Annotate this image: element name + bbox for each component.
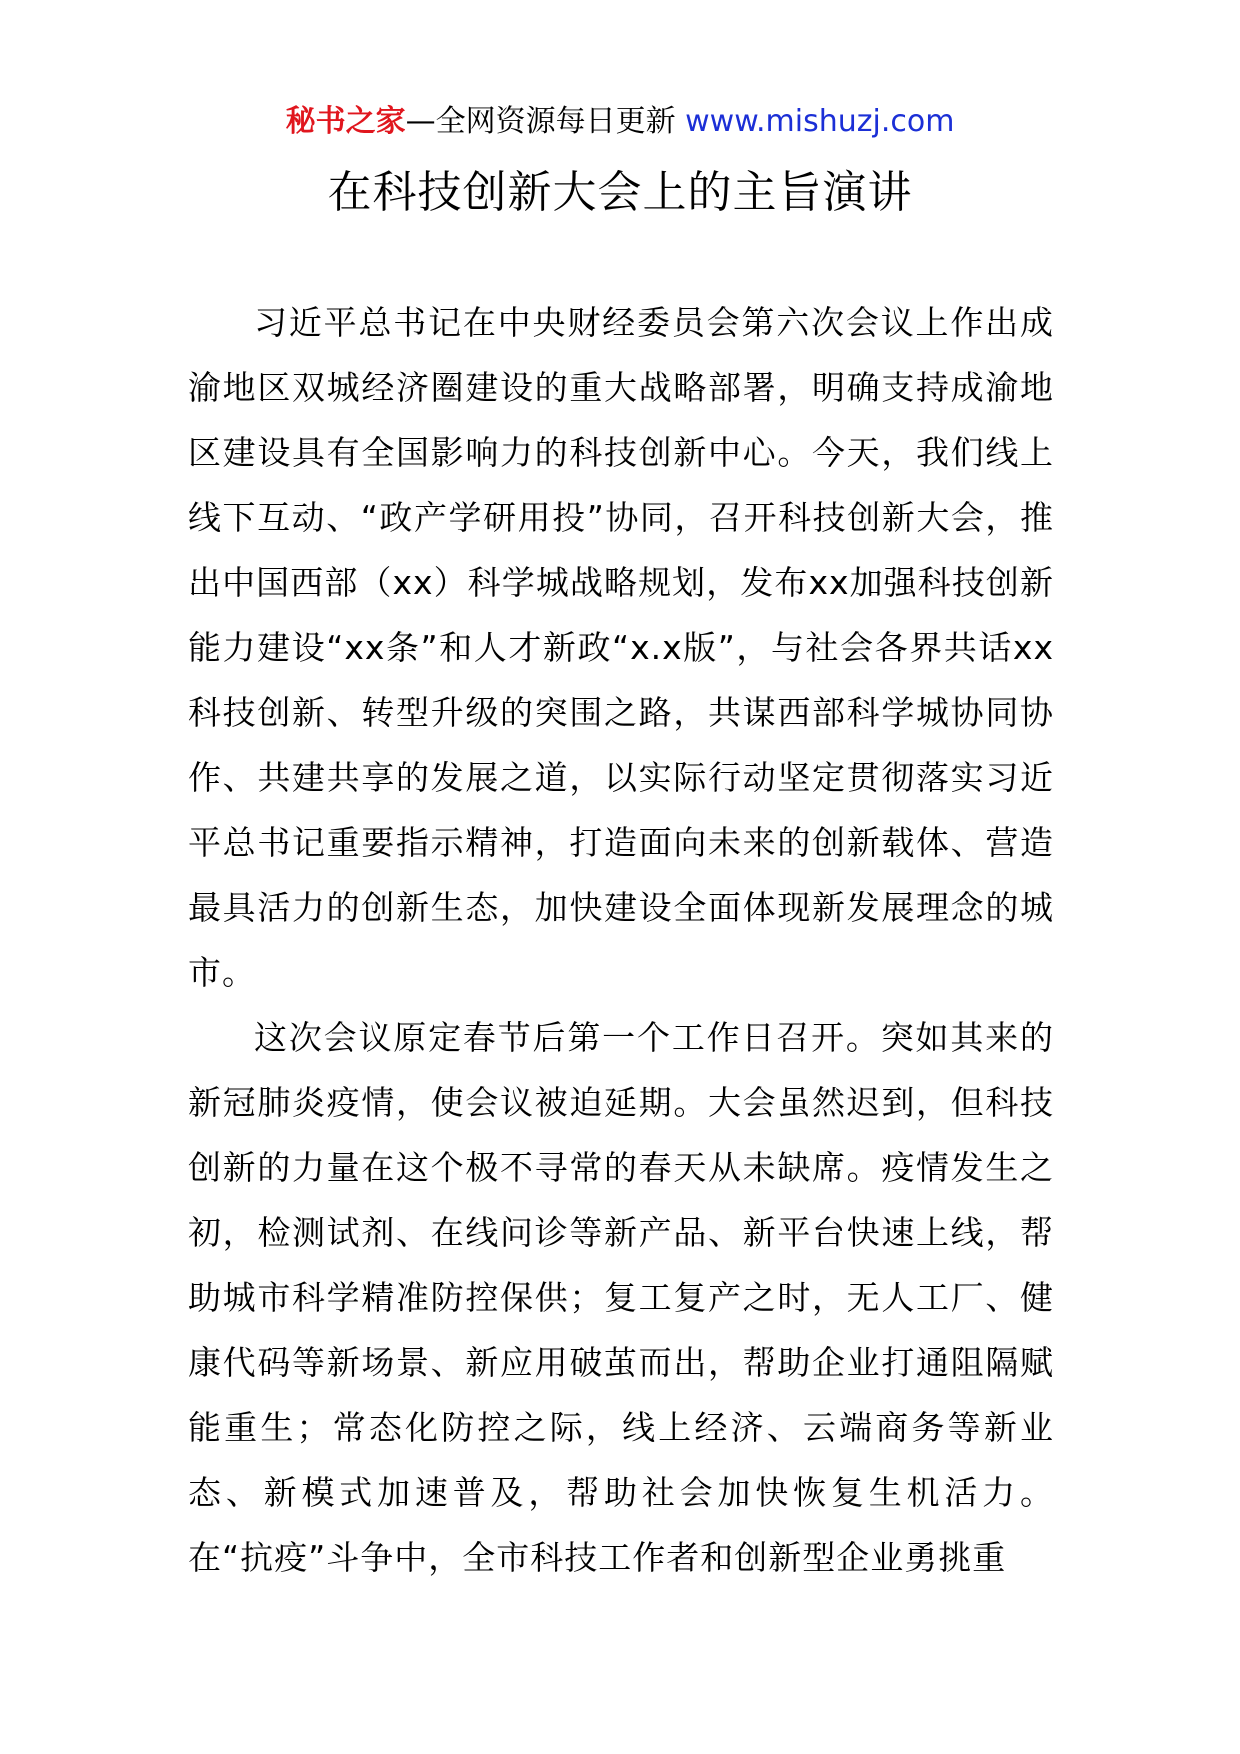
site-url-link[interactable]: www.mishuzj.com	[685, 104, 955, 139]
paragraph-2: 这次会议原定春节后第一个工作日召开。突如其来的新冠肺炎疫情，使会议被迫延期。大会虽然迟到，但科技创新的力量在这个极不寻常的春天从未缺席。疫情发生之初，检测试剂、在线问诊等新产品、新平台快速上线，帮助城市科学精准防控保供；复工复产之时，无人工厂、健康代码等新场景、新应用破茧而出，帮助企业打通阻隔赋能重生；常态化防控之际，线上经济、云端商务等新业态、新模式加速普及，帮助社会加快恢复生机活力。在“抗疫”斗争中，全市科技工作者和创新型企业勇挑重	[188, 1018, 1054, 1577]
site-banner	[0, 100, 1240, 144]
site-tagline: —全网资源每日更新	[405, 104, 686, 139]
document-body	[188, 290, 1054, 1590]
site-brand: 秘书之家	[285, 104, 406, 139]
document-title: 在科技创新大会上的主旨演讲	[327, 167, 913, 218]
paragraph-1: 习近平总书记在中央财经委员会第六次会议上作出成渝地区双城经济圈建设的重大战略部署，明确支持成渝地区建设具有全国影响力的科技创新中心。今天，我们线上线下互动、“政产学研用投”协同，召开科技创新大会，推出中国西部（xx）科学城战略规划，发布xx加强科技创新能力建设“xx条”和人才新政“x.x版”，与社会各界共话xx科技创新、转型升级的突围之路，共谋西部科学城协同协作、共建共享的发展之道，以实际行动坚定贯彻落实习近平总书记重要指示精神，打造面向未来的创新载体、营造最具活力的创新生态，加快建设全面体现新发展理念的城市。	[188, 303, 1054, 992]
